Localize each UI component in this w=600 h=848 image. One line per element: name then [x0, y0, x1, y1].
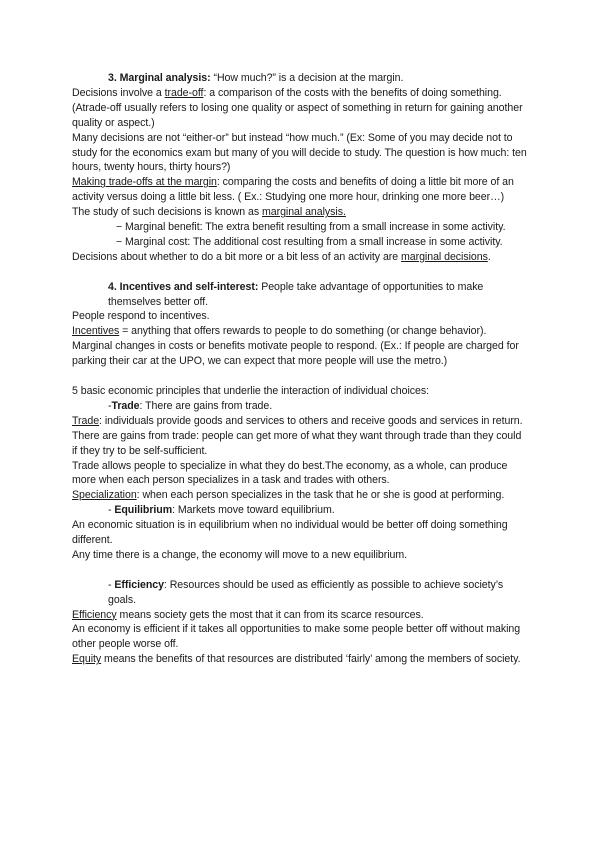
section-3-heading-line: [72, 71, 528, 86]
section-4-heading-text: People take advantage of opportunities to make themselves better off.: [108, 280, 484, 308]
text: .: [487, 250, 491, 263]
paragraph-how-much: Many decisions are not “either-or” but instead “how much.” (Ex: Some of you may decide not to study for the economics exam but many of you will decide to study. The question is how much: ten hours, twenty hours, thirty hours?): [72, 131, 527, 174]
text: : comparing the costs and benefits of doing a little bit more of an activity versus doing a little bit less. ( Ex.: Studying one more hour, drinking one more beer…): [72, 176, 514, 204]
text: : individuals provide goods and services to others and receive goods and services in return.: [99, 414, 523, 427]
text: -: [108, 399, 112, 412]
paragraph-trade-off: [72, 86, 528, 101]
paragraph-marginal-changes: Marginal changes in costs or benefits motivate people to respond. (Ex.: If people are charged for parking their car at the UPO, we can expect that more people will use the metro.): [72, 340, 519, 368]
paragraph-marginal-decisions: [72, 250, 528, 265]
paragraph-specialize: Trade allows people to specialize in what they do best.The economy, as a whole, can produce more when each person specializes in a task and trades with others.: [72, 459, 508, 487]
equilibrium-heading: Equilibrium: [114, 504, 173, 517]
spacer: [72, 563, 528, 578]
paragraph-marginal-analysis: [72, 205, 528, 220]
text: : Resources should be used as efficiently as possible to achieve society’s goals.: [108, 578, 504, 606]
section-3-heading: 3. Marginal analysis:: [108, 72, 211, 84]
text: -: [108, 504, 115, 517]
term-trade: Trade: [72, 414, 100, 427]
paragraph-equilibrium-def: An economic situation is in equilibrium when no individual would be better off doing something different.: [72, 519, 508, 547]
term-marginal-analysis: marginal analysis.: [261, 206, 346, 219]
term-equity: Equity: [72, 653, 102, 666]
trade-heading: Trade: [111, 399, 140, 412]
term-marginal-decisions: marginal decisions: [401, 250, 488, 263]
text: The study of such decisions is known as: [72, 206, 262, 219]
paragraph-trade-off-note: (Atrade-off usually refers to losing one quality or aspect of something in return for gaining another quality or aspect.): [72, 101, 523, 129]
text: means society gets the most that it can from its scarce resources.: [116, 608, 424, 621]
text: Decisions involve a: [72, 86, 165, 99]
section-3-heading-text: “How much?” is a decision at the margin.: [210, 72, 404, 84]
paragraph-specialization: [72, 488, 528, 503]
paragraph-efficient-economy: An economy is efficient if it takes all opportunities to make some people better off without making other people worse off.: [72, 623, 521, 651]
paragraph-margin-tradeoffs: [72, 175, 528, 205]
efficiency-heading: Efficiency: [114, 578, 164, 591]
term-trade-off: trade-off: [164, 86, 204, 99]
bullet-marginal-benefit: − Marginal benefit: The extra benefit resulting from a small increase in some activity.: [116, 221, 506, 234]
term-specialization: Specialization: [72, 489, 137, 502]
text: : Markets move toward equilibrium.: [172, 504, 335, 517]
section-4-heading: 4. Incentives and self-interest:: [108, 280, 259, 293]
text: : There are gains from trade.: [139, 399, 273, 412]
paragraph-respond: People respond to incentives.: [72, 310, 210, 323]
term-incentives: Incentives: [72, 325, 120, 338]
text: Decisions about whether to do a bit more or a bit less of an activity are: [72, 250, 401, 263]
text: -: [108, 578, 115, 591]
paragraph-gains-from-trade: There are gains from trade: people can get more of what they want through trade than they could if they try to be self-sufficient.: [72, 429, 522, 457]
paragraph-efficiency-def: [72, 608, 528, 623]
paragraph-equilibrium-change: Any time there is a change, the economy will move to a new equilibrium.: [72, 548, 408, 561]
paragraph-incentives: [72, 324, 528, 339]
text: means the benefits of that resources are distributed ‘fairly’ among the members of society.: [101, 653, 521, 666]
spacer: [72, 265, 528, 280]
trade-heading-line: [72, 399, 528, 414]
text: : a comparison of the costs with the benefits of doing something.: [203, 86, 502, 99]
document-page: [72, 71, 528, 667]
text: : when each person specializes in the task that he or she is good at performing.: [136, 489, 505, 502]
term-efficiency: Efficiency: [72, 608, 117, 621]
section-4-heading-line: [72, 280, 528, 310]
paragraph-equity: [72, 652, 528, 667]
term-making-trade-offs: Making trade-offs at the margin: [72, 176, 217, 189]
equilibrium-heading-line: [72, 503, 528, 518]
bullet-marginal-cost: − Marginal cost: The additional cost resulting from a small increase in some activity.: [116, 235, 503, 248]
text: = anything that offers rewards to people to do something (or change behavior).: [119, 325, 487, 338]
efficiency-heading-line: [72, 578, 528, 608]
paragraph-trade-def: [72, 414, 528, 429]
paragraph-principles-intro: 5 basic economic principles that underlie the interaction of individual choices:: [72, 385, 429, 397]
spacer: [72, 369, 528, 384]
